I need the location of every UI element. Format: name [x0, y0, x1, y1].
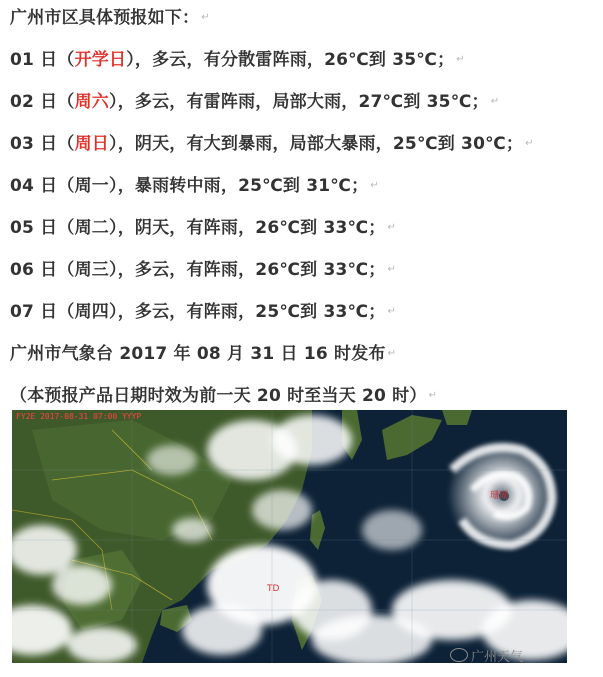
day-tag: 周四 — [74, 302, 109, 322]
forecast-heading: 广州市区具体预报如下： ↵ — [10, 8, 210, 28]
satellite-image — [12, 410, 567, 663]
day-tag: 周日 — [74, 134, 109, 154]
day-tag: 周六 — [74, 92, 109, 112]
forecast-day-07: 07 日（周四），多云，有阵雨，25℃到 33℃； ↵ — [10, 302, 397, 322]
weibo-icon — [450, 648, 468, 662]
forecast-day-06: 06 日（周三），多云，有阵雨，26℃到 33℃； ↵ — [10, 260, 397, 280]
forecast-day-02: 02 日（周六），多云，有雷阵雨，局部大雨，27℃到 35℃； ↵ — [10, 92, 500, 112]
forecast-day-04: 04 日（周一），暴雨转中雨，25℃到 31℃； ↵ — [10, 176, 379, 196]
weibo-watermark: 广州天气 — [450, 646, 523, 665]
typhoon-label-east: 珊瑚 — [490, 491, 509, 501]
forecast-issuer: 广州市气象台 2017 年 08 月 31 日 16 时发布 ↵ — [10, 344, 397, 364]
day-tag: 开学日 — [74, 50, 127, 70]
forecast-note: （本预报产品日期时效为前一天 20 时至当天 20 时） ↵ — [10, 386, 438, 406]
satellite-cloud-map — [12, 410, 567, 663]
satellite-header-label: FY2E 2017-08-31 07:00 YYYP — [16, 412, 142, 421]
forecast-day-05: 05 日（周二），阴天，有阵雨，26℃到 33℃； ↵ — [10, 218, 397, 238]
day-tag: 周二 — [74, 218, 109, 238]
typhoon-label-south: TD — [267, 584, 280, 594]
forecast-day-01: 01 日（开学日），多云，有分散雷阵雨，26℃到 35℃； ↵ — [10, 50, 465, 70]
day-tag: 周三 — [74, 260, 109, 280]
forecast-day-03: 03 日（周日），阴天，有大到暴雨，局部大暴雨，25℃到 30℃； ↵ — [10, 134, 534, 154]
day-tag: 周一 — [74, 176, 109, 196]
